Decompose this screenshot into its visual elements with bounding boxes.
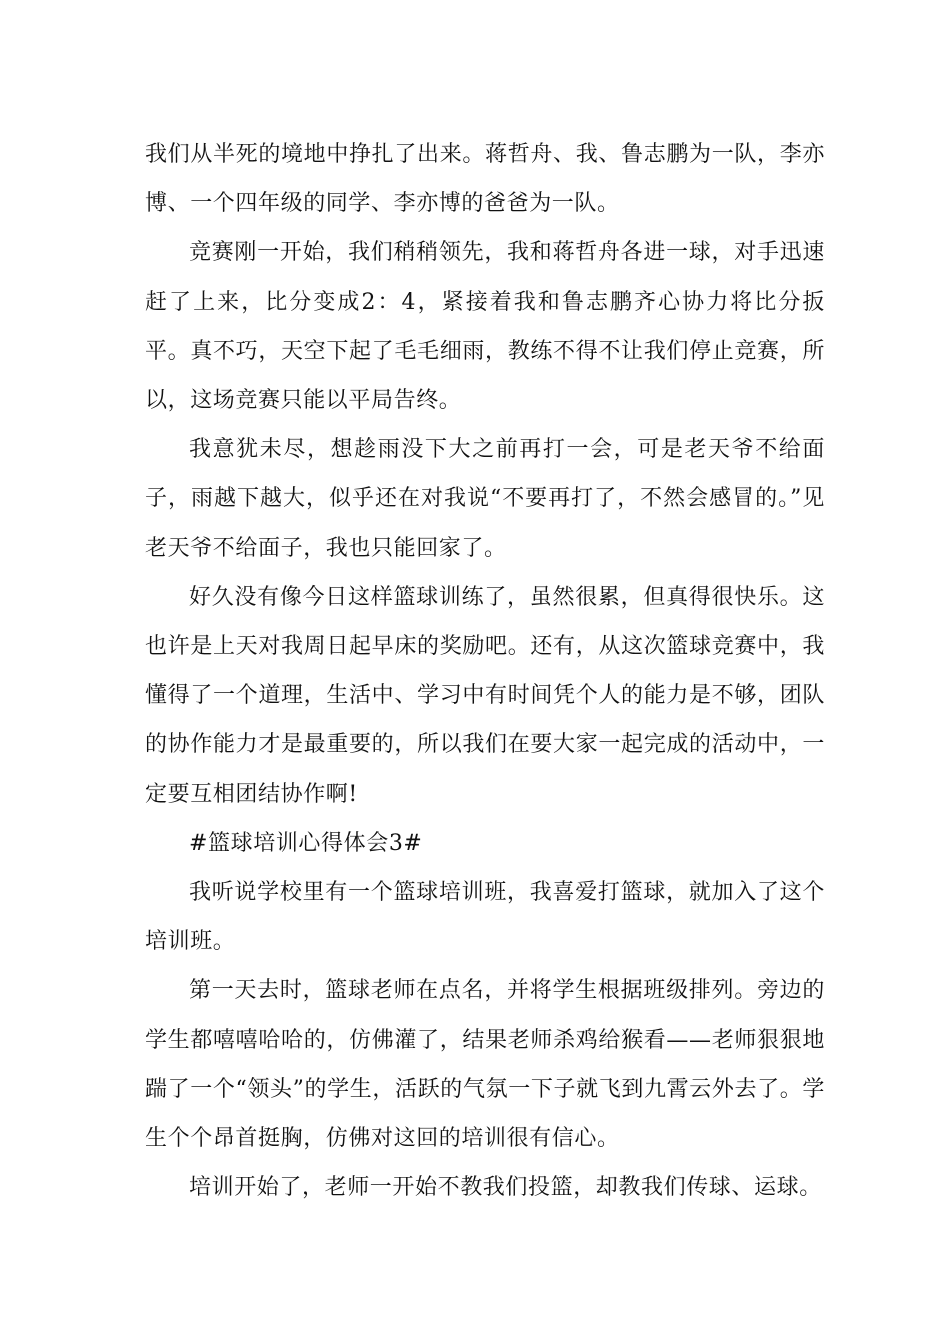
paragraph-reflection: 好久没有像今日这样篮球训练了，虽然很累，但真得很快乐。这也许是上天对我周日起早床的奖励吧。还有，从这次篮球竞赛中，我懂得了一个道理，生活中、学习中有时间凭个人的能力是不够，团队的协作能力才是最重要的，所以我们在要大家一起完成的活动中，一定要互相团结协作啊! [145, 584, 825, 807]
paragraph-training-start: 培训开始了，老师一开始不教我们投篮，却教我们传球、运球。 [189, 1175, 822, 1201]
section-heading: #篮球培训心得体会3# [189, 830, 423, 856]
paragraph-continued: 我们从半死的境地中挣扎了出来。蒋哲舟、我、鲁志鹏为一队，李亦博、一个四年级的同学、李亦博的爸爸为一队。 [145, 142, 825, 217]
paragraph-match-start: 竞赛刚一开始，我们稍稍领先，我和蒋哲舟各进一球，对手迅速赶了上来，比分变成2：4，紧接着我和鲁志鹏齐心协力将比分扳平。真不巧，天空下起了毛毛细雨，教练不得不让我们停止竞赛，所以，这场竞赛只能以平局告终。 [145, 240, 825, 414]
paragraph-join-class: 我听说学校里有一个篮球培训班，我喜爱打篮球，就加入了这个培训班。 [145, 880, 825, 955]
document-body [145, 130, 825, 1212]
paragraph-first-day: 第一天去时，篮球老师在点名，并将学生根据班级排列。旁边的学生都嘻嘻哈哈的，仿佛灌了，结果老师杀鸡给猴看——老师狠狠地踹了一个“领头”的学生，活跃的气氛一下子就飞到九霄云外去了。学生个个昂首挺胸，仿佛对这回的培训很有信心。 [145, 978, 825, 1152]
paragraph-rain: 我意犹未尽，想趁雨没下大之前再打一会，可是老天爷不给面子，雨越下越大，似乎还在对我说“不要再打了，不然会感冒的。”见老天爷不给面子，我也只能回家了。 [145, 437, 825, 561]
